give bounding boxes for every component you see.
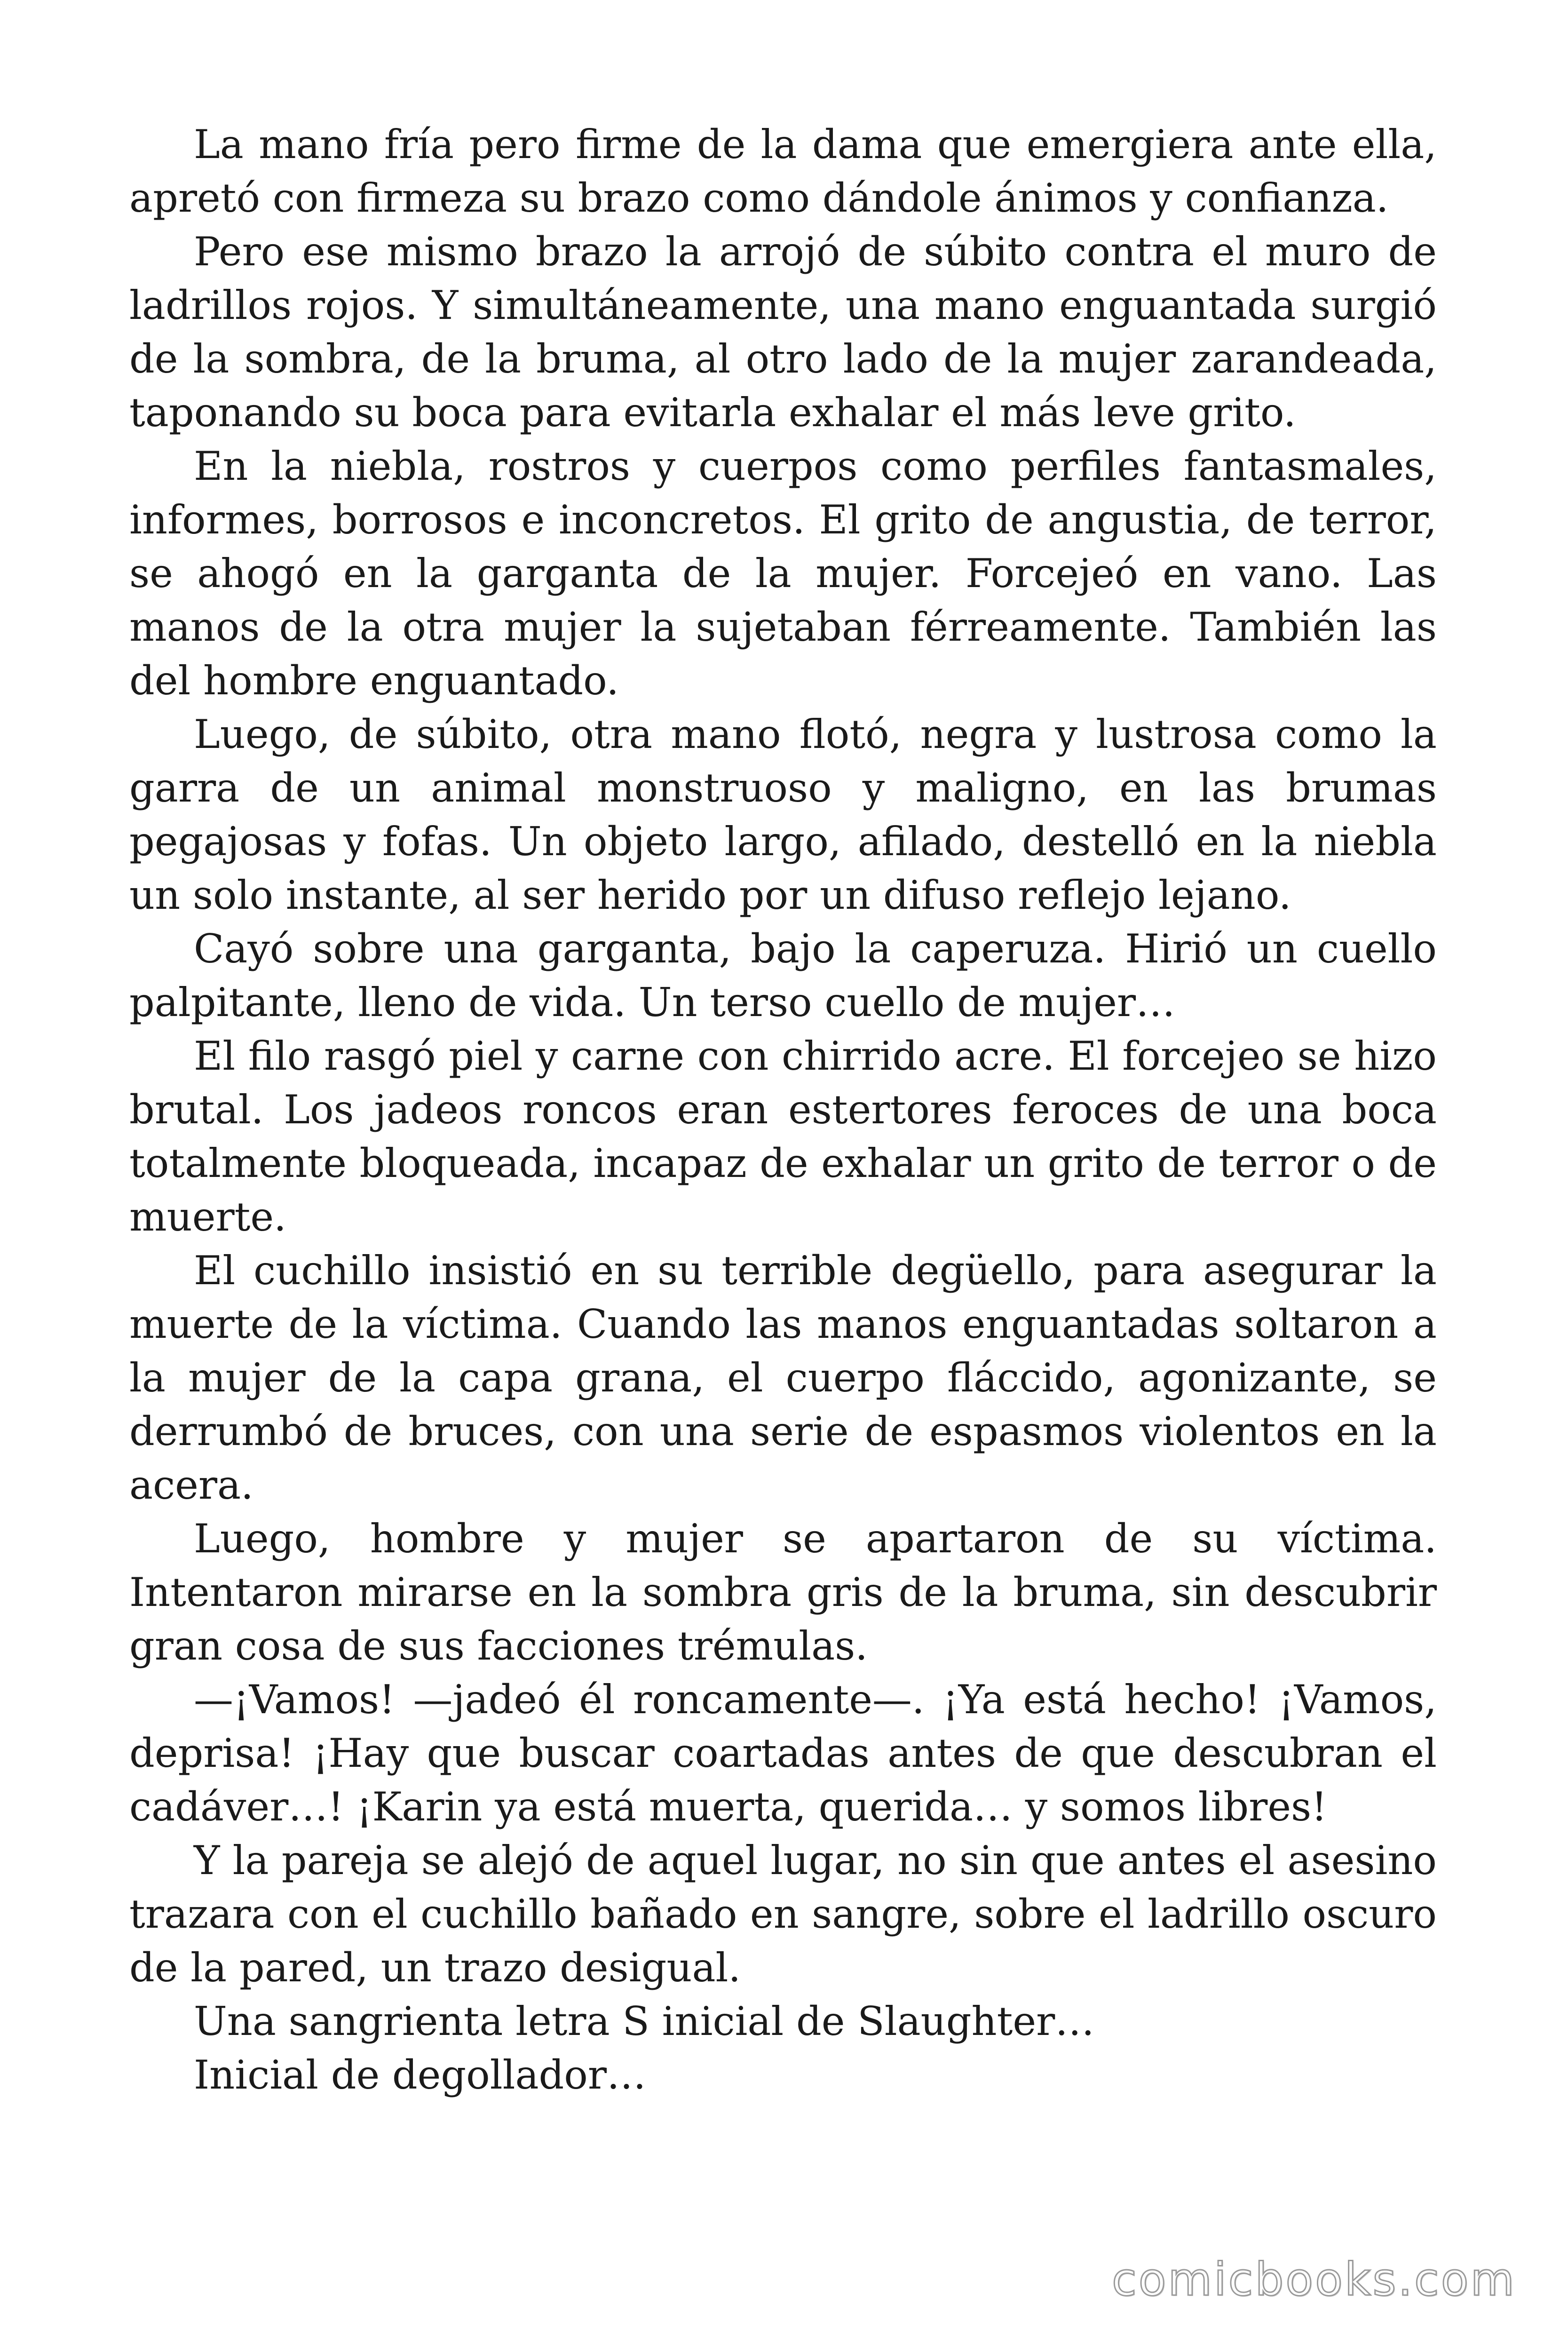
paragraph: En la niebla, rostros y cuerpos como perfiles fantasmales, informes, borrosos e inconcretos. El grito de angustia, de terror, se ahogó en la garganta de la mujer. Forcejeó en vano. Las manos de la otra mujer la sujetaban férreamente. También las del hombre enguantado. — [129, 443, 1437, 704]
paragraph: Cayó sobre una garganta, bajo la caperuza. Hirió un cuello palpitante, lleno de vida. Un terso cuello de mujer… — [129, 926, 1437, 1025]
paragraph: Pero ese mismo brazo la arrojó de súbito contra el muro de ladrillos rojos. Y simultáneamente, una mano enguantada surgió de la sombra, de la bruma, al otro lado de la mujer zarandeada, taponando su boca para evitarla exhalar el más leve grito. — [129, 229, 1437, 436]
paragraph: Inicial de degollador… — [194, 2052, 647, 2098]
paragraph: —¡Vamos! —jadeó él roncamente—. ¡Ya está hecho! ¡Vamos, deprisa! ¡Hay que buscar coartadas antes de que descubran el cadáver…! ¡Karin ya está muerta, querida… y somos libres! — [129, 1677, 1437, 1830]
paragraph: La mano fría pero firme de la dama que emergiera ante ella, apretó con firmeza su brazo como dándole ánimos y confianza. — [129, 121, 1437, 221]
watermark: comicbooks.com — [1111, 2253, 1516, 2306]
paragraph: Luego, de súbito, otra mano flotó, negra y lustrosa como la garra de un animal monstruoso y maligno, en las brumas pegajosas y fofas. Un objeto largo, afilado, destelló en la niebla un solo instante, al ser herido por un difuso reflejo lejano. — [129, 711, 1437, 918]
paragraph: Luego, hombre y mujer se apartaron de su víctima. Intentaron mirarse en la sombra gris de la bruma, sin descubrir gran cosa de sus facciones trémulas. — [129, 1516, 1437, 1669]
page-body-text — [129, 118, 1437, 2102]
paragraph: Y la pareja se alejó de aquel lugar, no sin que antes el asesino trazara con el cuchillo bañado en sangre, sobre el ladrillo oscuro de la pared, un trazo desigual. — [129, 1837, 1437, 1991]
paragraph: El filo rasgó piel y carne con chirrido acre. El forcejeo se hizo brutal. Los jadeos roncos eran estertores feroces de una boca totalmente bloqueada, incapaz de exhalar un grito de terror o de muerte. — [129, 1033, 1437, 1240]
paragraph: El cuchillo insistió en su terrible degüello, para asegurar la muerte de la víctima. Cuando las manos enguantadas soltaron a la mujer de la capa grana, el cuerpo fláccido, agonizante, se derrumbó de bruces, con una serie de espasmos violentos en la acera. — [129, 1248, 1437, 1508]
paragraph: Una sangrienta letra S inicial de Slaughter… — [194, 1998, 1095, 2044]
